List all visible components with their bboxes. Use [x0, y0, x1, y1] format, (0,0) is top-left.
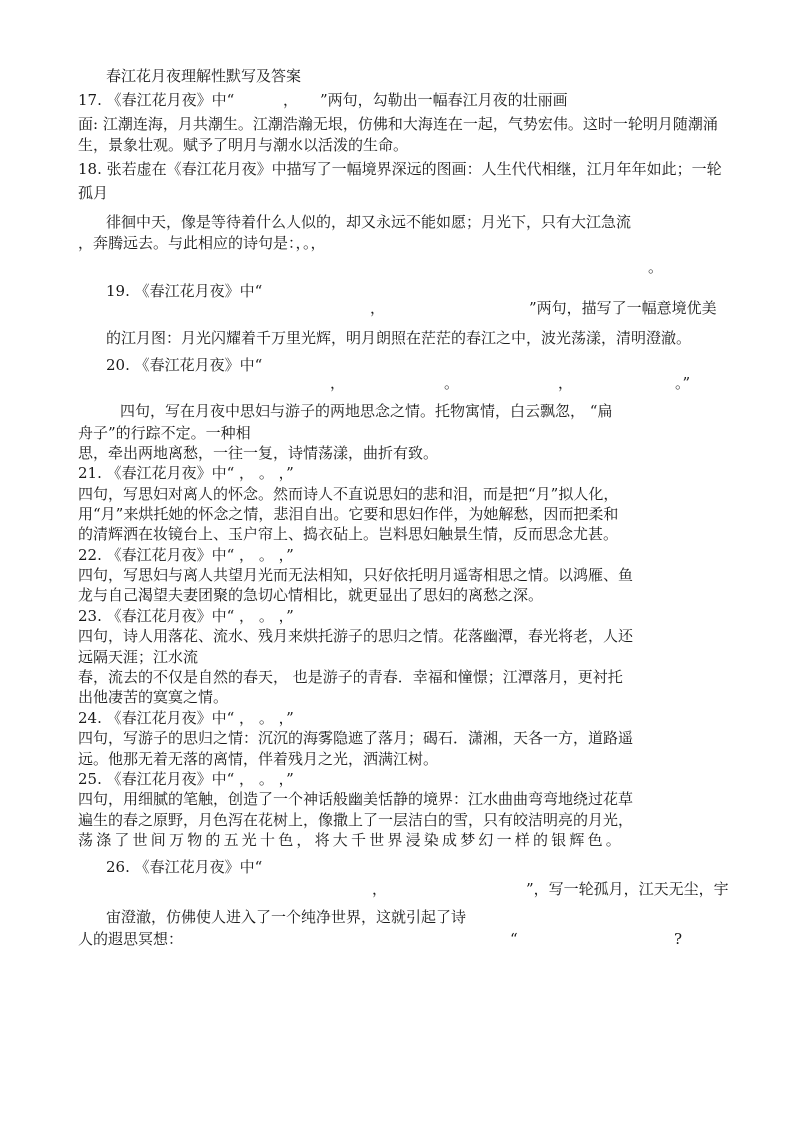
text-line: 舟子”的行踪不定。一种相 [78, 424, 251, 442]
q17-rest: ”两句，勾勒出一幅春江月夜的壮丽画 [320, 91, 568, 109]
text-line: 四句，写游子的思归之情：沉沉的海雾隐遮了落月；碣石．潇湘，天各一方，道路遥 [78, 729, 634, 747]
text-line: 面: 江潮连海，月共潮生。江潮浩瀚无垠，仿佛和大海连在一起，气势宏伟。这时一轮明月随潮涌 [78, 115, 718, 133]
text-line: ，奔腾远去。与此相应的诗句是：，。， [78, 234, 326, 252]
text-line: 遍生的春之原野，月色泻在花树上，像撒上了一层洁白的雪，只有皎洁明亮的月光， [78, 811, 634, 829]
question-20: 20. 《春江花月夜》中“ [106, 356, 263, 374]
text-line: 荡涤了世间万物的五光十色，将大千世界浸染成梦幻一样的银辉色。 [78, 831, 625, 849]
question-19: 19. 《春江花月夜》中“ [106, 282, 263, 300]
text-line: 思，牵出两地离愁，一往一复，诗情荡漾，曲折有致。 [78, 444, 439, 462]
question-24: 24. 《春江花月夜》中“ ， 。 ，” [78, 709, 294, 727]
text-line: 孤月 [78, 184, 109, 202]
text-line: 的清辉洒在妆镜台上、玉户帘上、捣衣砧上。岂料思妇触景生情，反而思念尤甚。 [78, 525, 619, 543]
text-line: 春，流去的不仅是自然的春天， 也是游子的青春．幸福和憧憬；江潭落月，更衬托 [78, 668, 623, 686]
text-line: 远隔天涯；江水流 [78, 648, 199, 666]
document-title: 春江花月夜理解性默写及答案 [106, 67, 302, 85]
text-line: 用“月”来烘托她的怀念之情，悲泪自出。它要和思妇作伴，为她解愁，因而把柔和 [78, 505, 619, 523]
question-26: 26. 《春江花月夜》中“ [106, 858, 263, 876]
text-line: 龙与自己渴望夫妻团聚的急切心情相比，就更显出了思妇的离愁之深。 [78, 586, 544, 604]
text-line: 宙澄澈，仿佛使人进入了一个纯净世界，这就引起了诗 [106, 908, 467, 926]
q17-number: 17. 《春江花月夜》中“ [78, 91, 235, 109]
document-page: 春江花月夜理解性默写及答案 17. 《春江花月夜》中“ ， ”两句，勾勒出一幅春江月夜的壮丽画 面: 江潮连海，月共潮生。江潮浩瀚无垠，仿佛和大海连在一起，气势宏伟。这时一轮明月随潮涌 生，景象壮观。赋予了明月与潮水以活泼的生命。 18. 张若虚在《春江花月夜》中描写了一幅境界深远的图画：人生代代相继，江月年年如此；一轮 孤月 徘徊中天，像是等待着什么人似的，却又永远不能如愿；月光下，只有大江急流 ，奔腾远去。与此相应的诗句是：，。， 。 19. 《春江花月夜》中“ ， ”两句，描写了一幅意境优美 的江月图：月光闪耀着千万里光辉，明月朗照在茫茫的春江之中，波光荡漾，清明澄澈。 20. 《春江花月夜》中“ ， 。 ， 。” 四句，写在月夜中思妇与游子的两地思念之情。托物寓情，白云飘忽， “扁 舟子”的行踪不定。一种相 思，牵出两地离愁，一往一复，诗情荡漾，曲折有致。 21. 《春江花月夜》中“ ， 。 ，” 四句，写思妇对离人的怀念。然而诗人不直说思妇的悲和泪，而是把“月”拟人化， 用“月”来烘托她的怀念之情，悲泪自出。它要和思妇作伴，为她解愁，因而把柔和 的清辉洒在妆镜台上、玉户帘上、捣衣砧上。岂料思妇触景生情，反而思念尤甚。 22. 《春江花月夜》中“ ， 。 ，” 四句，写思妇与离人共望月光而无法相知，只好依托明月遥寄相思之情。以鸿雁、鱼 龙与自己渴望夫妻团聚的急切心情相比，就更显出了思妇的离愁之深。 23. 《春江花月夜》中“ ， 。 ，” 四句，诗人用落花、流水、残月来烘托游子的思归之情。花落幽潭，春光将老，人还 远隔天涯；江水流 春，流去的不仅是自然的春天， 也是游子的青春．幸福和憧憬；江潭落月，更衬托 出他凄苦的寞寞之情。 24. 《春江花月夜》中“ ， 。 ，” 四句，写游子的思归之情：沉沉的海雾隐遮了落月；碣石．潇湘，天各一方，道路遥 远。他那无着无落的离情，伴着残月之光，洒满江树。 25. 《春江花月夜》中“ ， 。 ，” 四句，用细腻的笔触，创造了一个神话般幽美恬静的境界：江水曲曲弯弯地绕过花草 遍生的春之原野，月色泻在花树上，像撒上了一层洁白的雪，只有皎洁明亮的月光， 荡涤了世间万物的五光十色，将大千世界浸染成梦幻一样的银辉色。 26. 《春江花月夜》中“ ， ”，写一轮孤月，江天无尘，宇 宙澄澈，仿佛使人进入了一个纯净世界，这就引起了诗 人的遐思冥想： “ ? [78, 67, 729, 948]
question-18: 18. 张若虚在《春江花月夜》中描写了一幅境界深远的图画：人生代代相继，江月年年如此；一轮 [78, 160, 722, 178]
question-25: 25. 《春江花月夜》中“ ， 。 ，” [78, 770, 294, 788]
text-line: 徘徊中天，像是等待着什么人似的，却又永远不能如愿；月光下，只有大江急流 [106, 213, 632, 231]
text-line: 远。他那无着无落的离情，伴着残月之光，洒满江树。 [78, 750, 439, 768]
text-line: 出他凄苦的寞寞之情。 [78, 688, 229, 706]
text-line: 四句，用细腻的笔触，创造了一个神话般幽美恬静的境界：江水曲曲弯弯地绕过花草 [78, 790, 634, 808]
question-21: 21. 《春江花月夜》中“ ， 。 ，” [78, 464, 294, 482]
text-line: 四句，写思妇与离人共望月光而无法相知，只好依托明月遥寄相思之情。以鸿雁、鱼 [78, 566, 634, 584]
text-line: 。 [648, 258, 664, 276]
text-line: 四句，诗人用落花、流水、残月来烘托游子的思归之情。花落幽潭，春光将老，人还 [78, 627, 634, 645]
text-line: 生，景象壮观。赋予了明月与潮水以活泼的生命。 [78, 136, 409, 154]
text-line: 四句，写在月夜中思妇与游子的两地思念之情。托物寓情，白云飘忽， “扁 [120, 402, 613, 420]
text-line: 的江月图：月光闪耀着千万里光辉，明月朗照在茫茫的春江之中，波光荡漾，清明澄澈。 [106, 329, 692, 347]
question-23: 23. 《春江花月夜》中“ ， 。 ，” [78, 607, 294, 625]
question-22: 22. 《春江花月夜》中“ ， 。 ，” [78, 546, 294, 564]
text-line: 四句，写思妇对离人的怀念。然而诗人不直说思妇的悲和泪，而是把“月”拟人化， [78, 485, 619, 503]
q17-blank-comma: ， [283, 91, 299, 109]
